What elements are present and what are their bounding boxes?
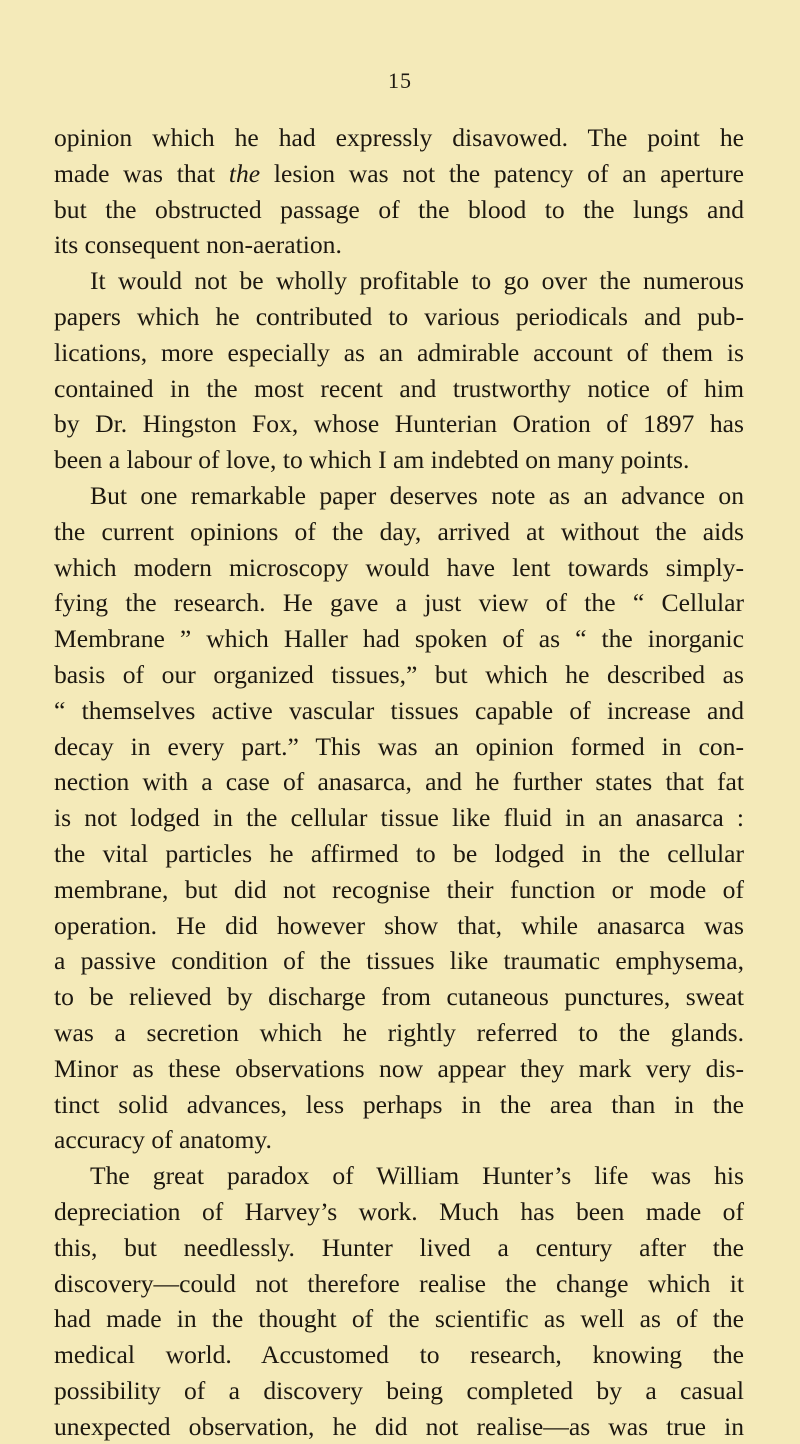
text-line: operation. He did however show that, while anasarca was (54, 910, 744, 940)
text-line: discovery—could not therefore realise the change which it (54, 1268, 744, 1298)
text-line: by Dr. Hingston Fox, whose Hunterian Oration of 1897 has (54, 409, 744, 439)
text-line: its consequent non-aeration. (54, 230, 342, 260)
text-line: Minor as these observations now appear they mark very dis- (54, 1053, 744, 1083)
text-line: possibility of a discovery being completed by a casual (54, 1375, 744, 1405)
text-line: fying the research. He gave a just view of the “ Cellular (54, 588, 744, 618)
text-line: but the obstructed passage of the blood to the lungs and (54, 194, 744, 224)
text-line: opinion which he had expressly disavowed. The point he (54, 123, 744, 152)
text-line: was a secretion which he rightly referred to the glands. (54, 1017, 744, 1047)
text-line: the vital particles he affirmed to be lodged in the cellular (54, 838, 744, 868)
text-line: papers which he contributed to various periodicals and pub- (54, 301, 744, 331)
text-line: tinct solid advances, less perhaps in the area than in the (54, 1089, 744, 1119)
text-line: The great paradox of William Hunter’s life was his (90, 1161, 744, 1191)
page-number: 15 (388, 68, 412, 93)
text-line: It would not be wholly profitable to go over the numerous (90, 266, 744, 296)
emphasis-text: the (228, 158, 261, 188)
text-line: which modern microscopy would have lent towards simply- (54, 552, 744, 582)
text-line: lications, more especially as an admirable account of them is (54, 337, 744, 367)
text-line: accuracy of anatomy. (54, 1125, 272, 1155)
text-line: contained in the most recent and trustworthy notice of him (54, 373, 744, 403)
text-line: been a labour of love, to which I am indebted on many points. (54, 445, 690, 475)
text-line: the current opinions of the day, arrived at without the aids (54, 516, 744, 546)
text-line: to be relieved by discharge from cutaneous punctures, sweat (54, 982, 744, 1012)
text-line: unexpected observation, he did not realise—as was true in (54, 1411, 744, 1441)
text-line: nection with a case of anasarca, and he further states that fat (54, 767, 744, 797)
text-line: this, but needlessly. Hunter lived a century after the (54, 1232, 744, 1262)
text-line: a passive condition of the tissues like traumatic emphysema, (54, 946, 744, 976)
body-text (54, 120, 744, 1444)
text-line: had made in the thought of the scientific as well as of the (54, 1304, 744, 1334)
text-line: depreciation of Harvey’s work. Much has been made of (54, 1196, 744, 1226)
text-line: Membrane ” which Haller had spoken of as “ the inorganic (54, 624, 744, 654)
text-line: medical world. Accustomed to research, knowing the (54, 1340, 744, 1370)
text-line: decay in every part.” This was an opinion formed in con- (54, 731, 744, 761)
text-line: membrane, but did not recognise their function or mode of (54, 874, 744, 904)
text-line: But one remarkable paper deserves note as an advance on (90, 480, 744, 510)
text-line: “ themselves active vascular tissues capable of increase and (54, 695, 744, 725)
text-line: is not lodged in the cellular tissue like fluid in an anasarca : (54, 803, 744, 833)
text-line: made was that the lesion was not the patency of an aperture (54, 158, 744, 188)
text-line: basis of our organized tissues,” but which he described as (54, 659, 744, 689)
